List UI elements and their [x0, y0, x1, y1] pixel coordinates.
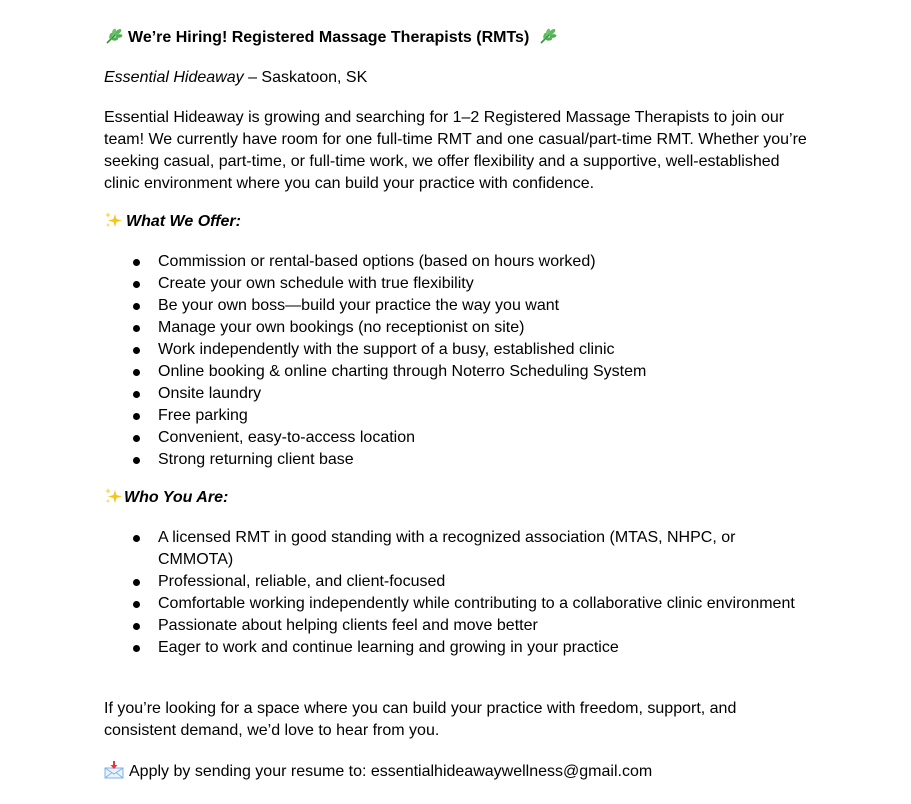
list-item: Be your own boss—build your practice the way you want: [104, 295, 798, 317]
list-item: Free parking: [104, 405, 798, 427]
list-item: Work independently with the support of a busy, established clinic: [104, 339, 798, 361]
apply-text: Apply by sending your resume to: essentialhideawaywellness@gmail.com: [129, 763, 653, 780]
list-item: Create your own schedule with true flexibility: [104, 273, 798, 295]
list-item: A licensed RMT in good standing with a recognized association (MTAS, NHPC, or CMMOTA): [104, 527, 798, 571]
list-item: Commission or rental-based options (based on hours worked): [104, 251, 798, 273]
list-item: Passionate about helping clients feel and move better: [104, 615, 798, 637]
closing-paragraph: If you’re looking for a space where you can build your practice with freedom, support, and consistent demand, we’d love to hear from you.: [104, 700, 737, 739]
list-item: Comfortable working independently while contributing to a collaborative clinic environment: [104, 593, 798, 615]
page-title: We’re Hiring! Registered Massage Therapists (RMTs): [104, 27, 562, 49]
intro-paragraph: Essential Hideaway is growing and searching for 1–2 Registered Massage Therapists to join our team! We currently have room for one full-time RMT and one casual/part-time RMT. Whether you’re seeking casual, part-time, or full-time work, we offer flexibility and a supportive, well-established clinic environment where you can build your practice with confidence.: [104, 109, 807, 192]
sparkles-icon: [104, 487, 124, 505]
list-item: Eager to work and continue learning and growing in your practice: [104, 637, 798, 659]
list-item: Strong returning client base: [104, 449, 798, 471]
who-heading: Who You Are:: [104, 487, 228, 509]
list-item: Convenient, easy-to-access location: [104, 427, 798, 449]
offer-heading: What We Offer:: [104, 211, 241, 233]
company-name: Essential Hideaway: [104, 69, 244, 86]
who-list: [104, 527, 798, 659]
list-item: Professional, reliable, and client-focused: [104, 571, 798, 593]
list-item: Onsite laundry: [104, 383, 798, 405]
location: – Saskatoon, SK: [243, 69, 368, 86]
offer-list: [104, 251, 798, 471]
herb-icon: [538, 27, 558, 45]
sparkles-icon: [104, 211, 124, 229]
envelope-arrow-icon: [104, 761, 124, 779]
company-location: [104, 67, 367, 89]
list-item: Online booking & online charting through Noterro Scheduling System: [104, 361, 798, 383]
list-item: Manage your own bookings (no receptionist on site): [104, 317, 798, 339]
apply-line: [104, 761, 652, 783]
herb-icon: [104, 27, 124, 45]
